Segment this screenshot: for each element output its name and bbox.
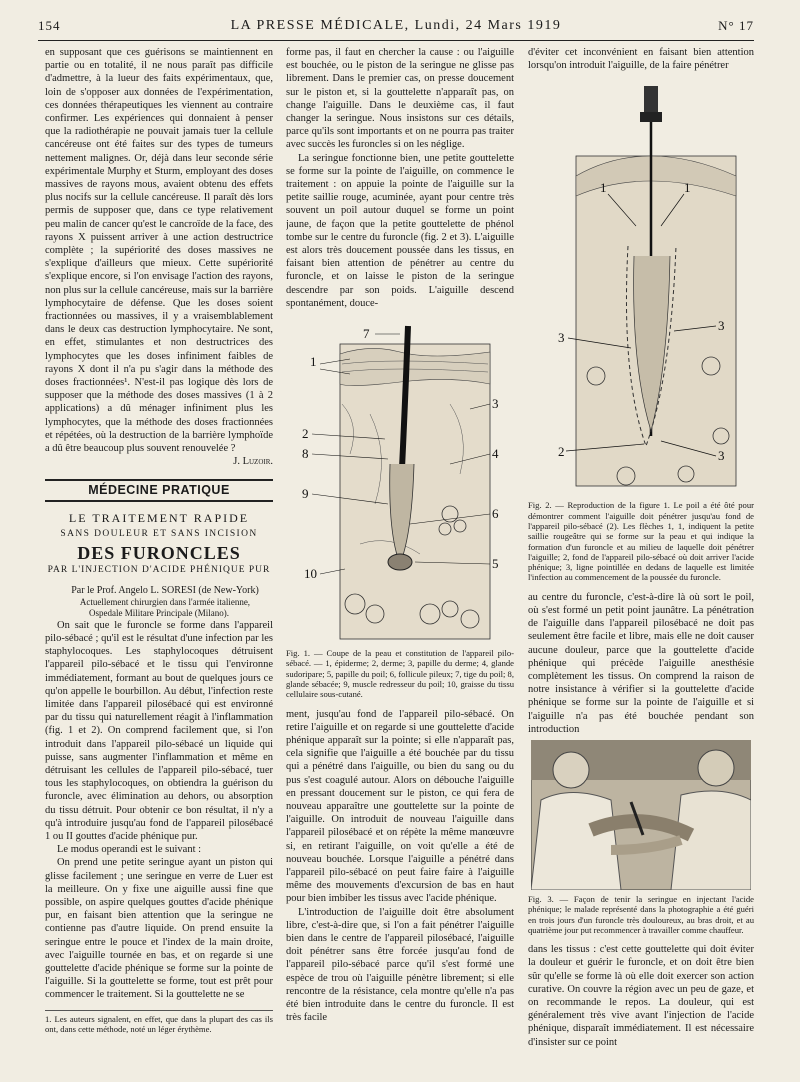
paragraph: Le modus operandi est le suivant : [57, 844, 202, 856]
page-number: 154 [38, 18, 61, 33]
figure-1-label: 3 [492, 396, 499, 412]
column-2 [286, 46, 514, 1074]
figure-2-label: 3 [718, 448, 725, 464]
figure-1-label: 1 [310, 354, 317, 370]
figure-2-needle-diagram [536, 76, 746, 496]
figure-2-label: 1 [684, 180, 691, 196]
figure-2-label: 1 [600, 180, 607, 196]
affiliation-line-1: Actuellement chirurgien dans l'armée italienne, [79, 596, 251, 607]
column-1 [45, 46, 273, 1074]
article-title-main: DES FURONCLES [77, 543, 241, 564]
section-heading: MÉDECINE PRATIQUE [45, 479, 273, 502]
paragraph: forme pas, il faut en chercher la cause : ou l'aiguille est bouchée, ou le piston de la seringue ne glisse pas librement. Dans le premier cas, on presse doucement sur le piston et, si la gouttelette n'apparaît pas, on change l'aiguille. Dans le deuxième cas, il faut changer la seringue. Nous insistons sur ces détails, parce qu'ils sont importants et on ne pourra pas traiter avec succès les furoncles si on les néglige. [286, 47, 514, 151]
paragraph: On sait que le furoncle se forme dans l'appareil pilo-sébacé ; qu'il est le résultat d'une infection par les staphylocoques. Les staphylocoques détruisent l'appareil pilo-sébacé et le tissu qui l'environne immédiatement, formant au bout de quelques jours ce qu'on appelle le bourbillon. Au début, l'infection reste limitée dans l'appareil pilosébacé qui est environné par du tissu qui naturellement réagit à l'inflammation (fig. 1 et 2). On comprend facilement que, si l'on introduit dans l'appareil pilo-sébacé un liquide qui puisse, sans augmenter l'inflammation et même en détruisant les cellules de l'appareil pilo-sébacé, tuer tous les staphylocoques, on obtiendra la guérison du furoncle, avec élimination au dehors, ou absorption du tissu détruit. Pour obtenir ce bon résultat, il n'y a qu'à introduire jusqu'au fond de l'appareil pilosébacé 1 ou II gouttes d'acide phénique pur. [45, 619, 273, 842]
figure-1-label: 4 [492, 446, 499, 462]
article-subtitle: PAR L'INJECTION D'ACIDE PHÉNIQUE PUR [47, 565, 271, 576]
figure-3-caption: Fig. 3. — Façon de tenir la seringue en injectant l'acide phénique; le malade représenté dans la photographie a été guéri en trois jours d'un furoncle très douloureux, au bras droit, et au quatrième jour put recommencer à travailler comme chauffeur. [528, 894, 754, 935]
figure-1-label: 6 [492, 506, 499, 522]
figure-2-label: 3 [718, 318, 725, 334]
page-header [38, 18, 754, 40]
figure-2-caption: Fig. 2. — Reproduction de la figure 1. Le poil a été ôté pour démontrer comment l'aiguille doit pénétrer jusqu'au fond de l'appareil pilo-sébacé (2). Les flèches 1, 1, indiquent la petite saillie rougeâtre qui se forme sur la peau et qui indique la formation d'un furoncle et au milieu de laquelle doit pénétrer l'aiguille; 2, fond de l'appareil pilo-sébacé où doit arriver l'acide phénique; 3, ligne pointillée en dedans de laquelle est limitée l'infection au commencement de la poussée du furoncle. [528, 500, 754, 583]
author-affiliation [45, 597, 273, 619]
signature: J. Luzoir. [233, 456, 273, 468]
paragraph: L'introduction de l'aiguille doit être absolument libre, c'est-à-dire que, si l'on a fait pénétrer l'aiguille bien dans le centre de l'appareil pilosébacé, l'aiguille doit pénétrer sans être forcée jusqu'au fond de l'appareil pilo-sébacé parce qu'il s'est formé une espèce de trou où l'aiguille pénètre librement; si elle rencontre de la résistance, cela montre qu'elle n'a pas été bien introduite dans le centre du furoncle. Il est très facile [286, 906, 514, 1024]
figure-1-caption: Fig. 1. — Coupe de la peau et constitution de l'appareil pilo-sébacé. — 1, épiderme; 2, derme; 3, papille du derme; 4, glande sudoripare; 5, papille du poil; 6, follicule pileux; 7, tige du poil; 8, glande sébacée; 9, muscle redresseur du poil; 10, graisse du tissu cellulaire sous-cutané. [286, 648, 514, 700]
figure-1-label: 7 [363, 326, 370, 342]
paragraph: au centre du furoncle, c'est-à-dire là où sort le poil, où s'est formé un petit point jaunâtre. La pénétration de l'aiguille dans l'appareil pilosébacé ne doit pas seulement être facile et libre, mais elle ne doit causer aucune douleur, parce que la gouttelette d'acide phénique qui précède l'aiguille anesthésie complètement les tissus. On comprend la raison de notre insistance à vérifier si la gouttelette d'acide phénique se forme sur la pointe de l'aiguille et si l'aiguille n'a pas été bouchée pendant son introduction [528, 591, 754, 735]
figure-3-injection-photo [531, 740, 751, 890]
article-title-line-1: LE TRAITEMENT RAPIDE [68, 510, 250, 525]
figure-1-label: 8 [302, 446, 309, 462]
affiliation-line-2: Ospedale Militare Principale (Milano). [89, 607, 229, 618]
paragraph: dans les tissus : c'est cette gouttelette qui doit éviter la douleur et guérir le furoncle, et on doit être bien sûr qu'elle se forme là où elle doit exercer son action curative. On couvre la région avec un peu de gaze, et on recommande le repos. La douleur, qui est généralement très vive avant l'injection de l'acide phénique, disparaît immédiatement. Il est nécessaire d'insister sur ce point [528, 944, 754, 1048]
paragraph: La seringue fonctionne bien, une petite gouttelette se forme sur la pointe de l'aiguille, on commence le traitement : on appuie la pointe de l'aiguille sur la petite saillie rouge, acuminée, ayant pour centre très souvent un poil autour duquel se forme un point jaune, de façon que la petite gouttelette de phénol tombe sur le centre du furoncle (fig. 2 et 3). L'aiguille est alors très doucement poussée dans les tissus, en faisant bien attention de pénétrer au centre du furoncle, et on laisse le piston de la seringue descendre par son poids. L'aiguille descend spontanément, douce- [286, 152, 514, 309]
header-rule [38, 40, 754, 41]
figure-2-label: 2 [558, 444, 565, 460]
paragraph: ment, jusqu'au fond de l'appareil pilo-sébacé. On retire l'aiguille et on regarde si une gouttelette d'acide phénique apparaît sur la pointe; si elle n'apparaît pas, cela signifie que l'aiguille a été bouchée par du tissu qui a pénétré dans l'aiguille, ou bien du sang ou du pus s'est coagulé autour. Alors on débouche l'aiguille en pressant doucement sur le piston, ce qui fera de nouveau apparaître une gouttelette sur la pointe de l'aiguille. On introduit de nouveau l'aiguille dans l'appareil pilosébacé et on répète la même manœuvre si, en retirant l'aiguille, on voit qu'elle a été de nouveau bouchée. Lorsque l'aiguille a pénétré dans l'appareil pilo-sébacé on peut faire faire à l'aiguille même des mouvements d'excursion de bas en haut pour bien imbiber les tissus avec l'acide phénique. [286, 708, 514, 905]
figure-1-label: 2 [302, 426, 309, 442]
figure-1-label: 9 [302, 486, 309, 502]
article-author: Par le Prof. Angelo L. SORESI (de New-York) [71, 584, 259, 596]
figure-1-skin-section-diagram [300, 314, 500, 644]
figure-1-label: 10 [304, 566, 317, 582]
column-3 [528, 46, 754, 1074]
figure-2-label: 3 [558, 330, 565, 346]
paragraph: On prend une petite seringue ayant un piston qui glisse facilement ; une seringue en verre de Luer est la meilleure. On y fixe une aiguille aussi fine que possible, on aspire quelques gouttes d'acide phénique pur, en faisant bien attention que la seringue ne contienne pas d'autre liquide. On prend ensuite la seringue entre le pouce et l'index de la main droite, avec l'aiguille tournée en bas, et on regarde si une gouttelette d'acide phénique se forme sur la pointe de l'aiguille. Si la gouttelette se forme, tout est prêt pour commencer le traitement. Si la gouttelette ne se [45, 857, 273, 1001]
figure-1-label: 5 [492, 556, 499, 572]
issue-number: N° 17 [718, 18, 754, 33]
journal-title: LA PRESSE MÉDICALE, Lundi, 24 Mars 1919 [230, 18, 562, 33]
footnote: 1. Les auteurs signalent, en effet, que dans la plupart des cas ils ont, dans cette méthode, noté un léger érythème. [45, 1010, 273, 1035]
article-title-line-2: SANS DOULEUR ET SANS INCISION [60, 528, 258, 539]
paragraph: en supposant que ces guérisons se maintiennent en partie ou en totalité, il ne nous paraît pas difficile d'admettre, à la lueur des faits expérimentaux, que, loin de s'opposer aux données de l'expérimentation, ces données thérapeutiques les viennent au contraire confirmer. Les expériences qui donnaient à penser que la radiothérapie ne pouvait jamais tuer la cellule cancéreuse ont été faites sur des types de tumeurs nettement malignes. Or, déjà dans leur seconde série expérimentale Murphy et Sturm, employant des doses massives de rayons mous, avaient obtenu des effets plus nocifs sur la cellule cancéreuse. Il paraît dès lors permis de supposer que, dans ce type relativement peu malin de cancer qu'est le cancroïde de la face, des rayons X puissent arriver à une action destructrice complète ; la supériorité des doses massives ne s'explique d'ailleurs que mieux. Cette supériorité s'explique encore, si l'on envisage l'action des rayons, non plus sur la cellule cancéreuse, mais sur la barrière lymphocytaire de défense. Que les doses soient fractionnées ou massives, il y a vraisemblablement dans le deux cas destruction lymphocytaire. Ne sont, en effet, stimulantes et non destructrices des lymphocytes que les doses infiniment faibles de rayons X dont il n'a pu s'agir dans la méthode des doses fractionnées¹. N'est-il pas logique dès lors de supposer que la méthode des doses massives (1 à 2 applications) a dû ménager infiniment plus les lymphocytes, que la méthode des doses fractionnées et répétées, où la destruction de la barrière lymphoïde a dû être beaucoup plus souvent renouvelée ? [45, 47, 273, 455]
paragraph: d'éviter cet inconvénient en faisant bien attention lorsqu'on introduit l'aiguille, de la faire pénétrer [528, 47, 754, 72]
